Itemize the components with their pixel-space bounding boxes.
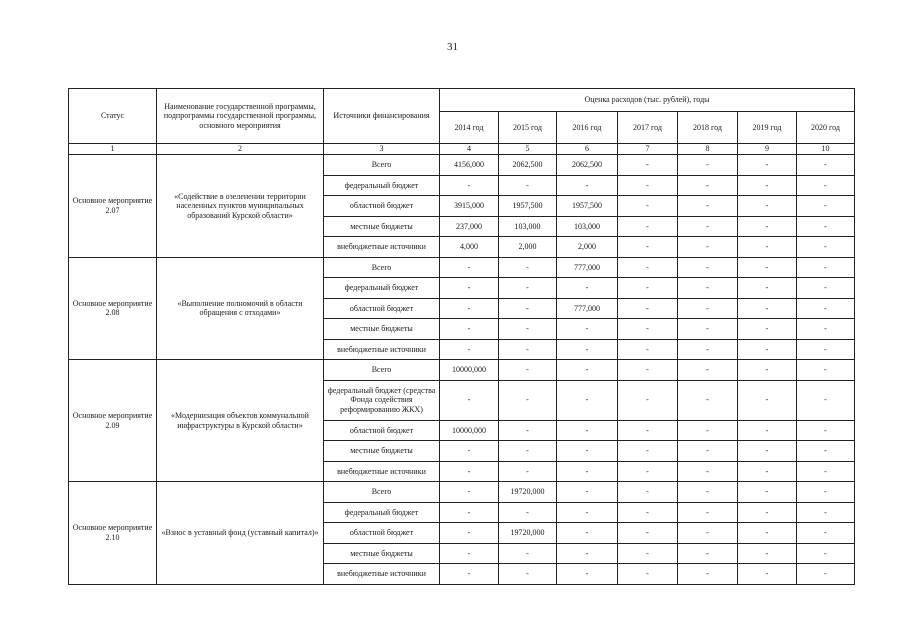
value-cell: - (618, 360, 678, 381)
value-cell: - (499, 543, 557, 564)
value-cell: - (738, 196, 797, 217)
value-cell: - (678, 564, 738, 585)
value-cell: - (678, 461, 738, 482)
value-cell: - (738, 216, 797, 237)
value-cell: 1957,500 (557, 196, 618, 217)
column-number: 10 (797, 144, 855, 155)
column-number: 4 (440, 144, 499, 155)
value-cell: - (738, 380, 797, 420)
value-cell: - (618, 278, 678, 299)
value-cell: 103,000 (499, 216, 557, 237)
value-cell: 10000,000 (440, 360, 499, 381)
source-cell: местные бюджеты (324, 216, 440, 237)
value-cell: - (738, 257, 797, 278)
value-cell: 10000,000 (440, 420, 499, 441)
value-cell: 4,000 (440, 237, 499, 258)
value-cell: 1957,500 (499, 196, 557, 217)
value-cell: - (440, 543, 499, 564)
value-cell: 2062,500 (557, 155, 618, 176)
value-cell: - (678, 420, 738, 441)
value-cell: - (440, 319, 499, 340)
value-cell: - (499, 380, 557, 420)
value-cell: - (557, 339, 618, 360)
value-cell: - (678, 155, 738, 176)
source-cell: местные бюджеты (324, 543, 440, 564)
value-cell: - (738, 319, 797, 340)
value-cell: - (797, 155, 855, 176)
value-cell: - (797, 319, 855, 340)
value-cell: - (618, 237, 678, 258)
value-cell: - (738, 155, 797, 176)
value-cell: - (797, 441, 855, 462)
value-cell: - (797, 564, 855, 585)
value-cell: 19720,000 (499, 482, 557, 503)
value-cell: - (797, 461, 855, 482)
value-cell: - (499, 441, 557, 462)
source-cell: федеральный бюджет (324, 175, 440, 196)
value-cell: - (618, 216, 678, 237)
value-cell: - (499, 278, 557, 299)
value-cell: - (440, 380, 499, 420)
value-cell: - (738, 564, 797, 585)
column-number: 3 (324, 144, 440, 155)
column-number: 8 (678, 144, 738, 155)
value-cell: 777,000 (557, 298, 618, 319)
column-number: 2 (157, 144, 324, 155)
table-row (69, 155, 855, 176)
value-cell: - (797, 278, 855, 299)
value-cell: - (678, 523, 738, 544)
value-cell: - (678, 216, 738, 237)
table-row (69, 360, 855, 381)
value-cell: - (678, 502, 738, 523)
source-cell: федеральный бюджет (324, 502, 440, 523)
value-cell: - (678, 175, 738, 196)
column-number: 5 (499, 144, 557, 155)
value-cell: - (618, 543, 678, 564)
source-cell: Всего (324, 257, 440, 278)
value-cell: - (440, 461, 499, 482)
value-cell: - (738, 482, 797, 503)
value-cell: - (678, 339, 738, 360)
value-cell: - (738, 523, 797, 544)
page-number: 31 (447, 41, 458, 53)
status-cell: Основное мероприятие 2.09 (69, 360, 157, 482)
value-cell: - (678, 278, 738, 299)
value-cell: - (738, 237, 797, 258)
source-cell: внебюджетные источники (324, 461, 440, 482)
value-cell: - (557, 502, 618, 523)
value-cell: - (618, 482, 678, 503)
source-cell: федеральный бюджет (средства Фонда содействия реформированию ЖКХ) (324, 380, 440, 420)
value-cell: - (797, 216, 855, 237)
source-cell: внебюджетные источники (324, 237, 440, 258)
program-name-cell: «Содействие в озеленении территории населенных пунктов муниципальных образований Курской области» (157, 155, 324, 258)
value-cell: - (797, 502, 855, 523)
value-cell: - (557, 482, 618, 503)
value-cell: - (557, 380, 618, 420)
value-cell: - (738, 543, 797, 564)
value-cell: - (557, 278, 618, 299)
value-cell: - (738, 339, 797, 360)
value-cell: - (738, 461, 797, 482)
source-cell: Всего (324, 360, 440, 381)
value-cell: - (499, 298, 557, 319)
value-cell: - (797, 196, 855, 217)
value-cell: - (499, 564, 557, 585)
value-cell: - (618, 380, 678, 420)
status-cell: Основное мероприятие 2.07 (69, 155, 157, 258)
value-cell: - (499, 360, 557, 381)
header-year: 2019 год (738, 112, 797, 144)
value-cell: - (440, 298, 499, 319)
source-cell: федеральный бюджет (324, 278, 440, 299)
value-cell: - (797, 543, 855, 564)
value-cell: - (440, 523, 499, 544)
source-cell: областной бюджет (324, 298, 440, 319)
value-cell: - (618, 196, 678, 217)
value-cell: 2,000 (499, 237, 557, 258)
value-cell: - (797, 237, 855, 258)
program-name-cell: «Выполнение полномочий в области обращения с отходами» (157, 257, 324, 360)
value-cell: 2,000 (557, 237, 618, 258)
value-cell: - (440, 278, 499, 299)
program-name-cell: «Взнос в уставный фонд (уставный капитал)» (157, 482, 324, 585)
value-cell: - (678, 298, 738, 319)
value-cell: - (678, 237, 738, 258)
value-cell: - (797, 380, 855, 420)
value-cell: - (797, 298, 855, 319)
value-cell: - (557, 420, 618, 441)
budget-table (68, 88, 855, 585)
header-year: 2014 год (440, 112, 499, 144)
value-cell: - (618, 155, 678, 176)
source-cell: местные бюджеты (324, 319, 440, 340)
header-status: Статус (69, 89, 157, 144)
value-cell: 2062,500 (499, 155, 557, 176)
value-cell: 103,000 (557, 216, 618, 237)
value-cell: - (618, 175, 678, 196)
value-cell: - (797, 175, 855, 196)
value-cell: - (797, 482, 855, 503)
value-cell: - (499, 319, 557, 340)
value-cell: 237,000 (440, 216, 499, 237)
source-cell: местные бюджеты (324, 441, 440, 462)
source-cell: областной бюджет (324, 523, 440, 544)
source-cell: Всего (324, 482, 440, 503)
value-cell: - (618, 298, 678, 319)
value-cell: - (557, 175, 618, 196)
header-year: 2015 год (499, 112, 557, 144)
program-name-cell: «Модернизация объектов коммунальной инфраструктуры в Курской области» (157, 360, 324, 482)
value-cell: - (738, 298, 797, 319)
value-cell: - (557, 564, 618, 585)
table-row (69, 482, 855, 503)
value-cell: - (499, 502, 557, 523)
value-cell: - (618, 461, 678, 482)
value-cell: - (678, 482, 738, 503)
value-cell: - (618, 339, 678, 360)
value-cell: - (797, 257, 855, 278)
value-cell: - (738, 502, 797, 523)
column-number: 9 (738, 144, 797, 155)
value-cell: - (557, 319, 618, 340)
value-cell: - (557, 543, 618, 564)
value-cell: 19720,000 (499, 523, 557, 544)
value-cell: - (557, 360, 618, 381)
value-cell: - (738, 420, 797, 441)
header-year: 2017 год (618, 112, 678, 144)
value-cell: - (678, 543, 738, 564)
value-cell: - (557, 441, 618, 462)
value-cell: - (499, 257, 557, 278)
value-cell: - (678, 441, 738, 462)
value-cell: - (678, 360, 738, 381)
header-sources: Источники финансирования (324, 89, 440, 144)
source-cell: внебюджетные источники (324, 564, 440, 585)
value-cell: - (618, 257, 678, 278)
value-cell: - (440, 482, 499, 503)
header-year: 2016 год (557, 112, 618, 144)
value-cell: 4156,000 (440, 155, 499, 176)
header-year: 2018 год (678, 112, 738, 144)
value-cell: - (738, 441, 797, 462)
value-cell: - (499, 461, 557, 482)
value-cell: 777,000 (557, 257, 618, 278)
value-cell: - (738, 175, 797, 196)
header-name: Наименование государственной программы, подпрограммы государственной программы, основного мероприятия (157, 89, 324, 144)
table-row (69, 257, 855, 278)
value-cell: - (797, 420, 855, 441)
status-cell: Основное мероприятие 2.10 (69, 482, 157, 585)
value-cell: - (557, 523, 618, 544)
value-cell: - (738, 278, 797, 299)
value-cell: - (440, 175, 499, 196)
value-cell: - (618, 502, 678, 523)
value-cell: - (678, 257, 738, 278)
value-cell: - (797, 523, 855, 544)
column-number: 6 (557, 144, 618, 155)
value-cell: - (618, 441, 678, 462)
header-estimate: Оценка расходов (тыс. рублей), годы (440, 89, 855, 112)
value-cell: - (440, 441, 499, 462)
value-cell: 3915,000 (440, 196, 499, 217)
value-cell: - (738, 360, 797, 381)
value-cell: - (499, 339, 557, 360)
value-cell: - (618, 420, 678, 441)
value-cell: - (440, 502, 499, 523)
value-cell: - (440, 257, 499, 278)
value-cell: - (557, 461, 618, 482)
value-cell: - (618, 564, 678, 585)
value-cell: - (678, 196, 738, 217)
source-cell: областной бюджет (324, 196, 440, 217)
value-cell: - (440, 339, 499, 360)
source-cell: Всего (324, 155, 440, 176)
column-number: 1 (69, 144, 157, 155)
value-cell: - (499, 420, 557, 441)
header-year: 2020 год (797, 112, 855, 144)
column-number: 7 (618, 144, 678, 155)
source-cell: внебюджетные источники (324, 339, 440, 360)
value-cell: - (797, 360, 855, 381)
value-cell: - (678, 319, 738, 340)
value-cell: - (797, 339, 855, 360)
value-cell: - (618, 523, 678, 544)
value-cell: - (440, 564, 499, 585)
value-cell: - (618, 319, 678, 340)
budget-body (69, 155, 855, 585)
value-cell: - (499, 175, 557, 196)
source-cell: областной бюджет (324, 420, 440, 441)
status-cell: Основное мероприятие 2.08 (69, 257, 157, 360)
value-cell: - (678, 380, 738, 420)
